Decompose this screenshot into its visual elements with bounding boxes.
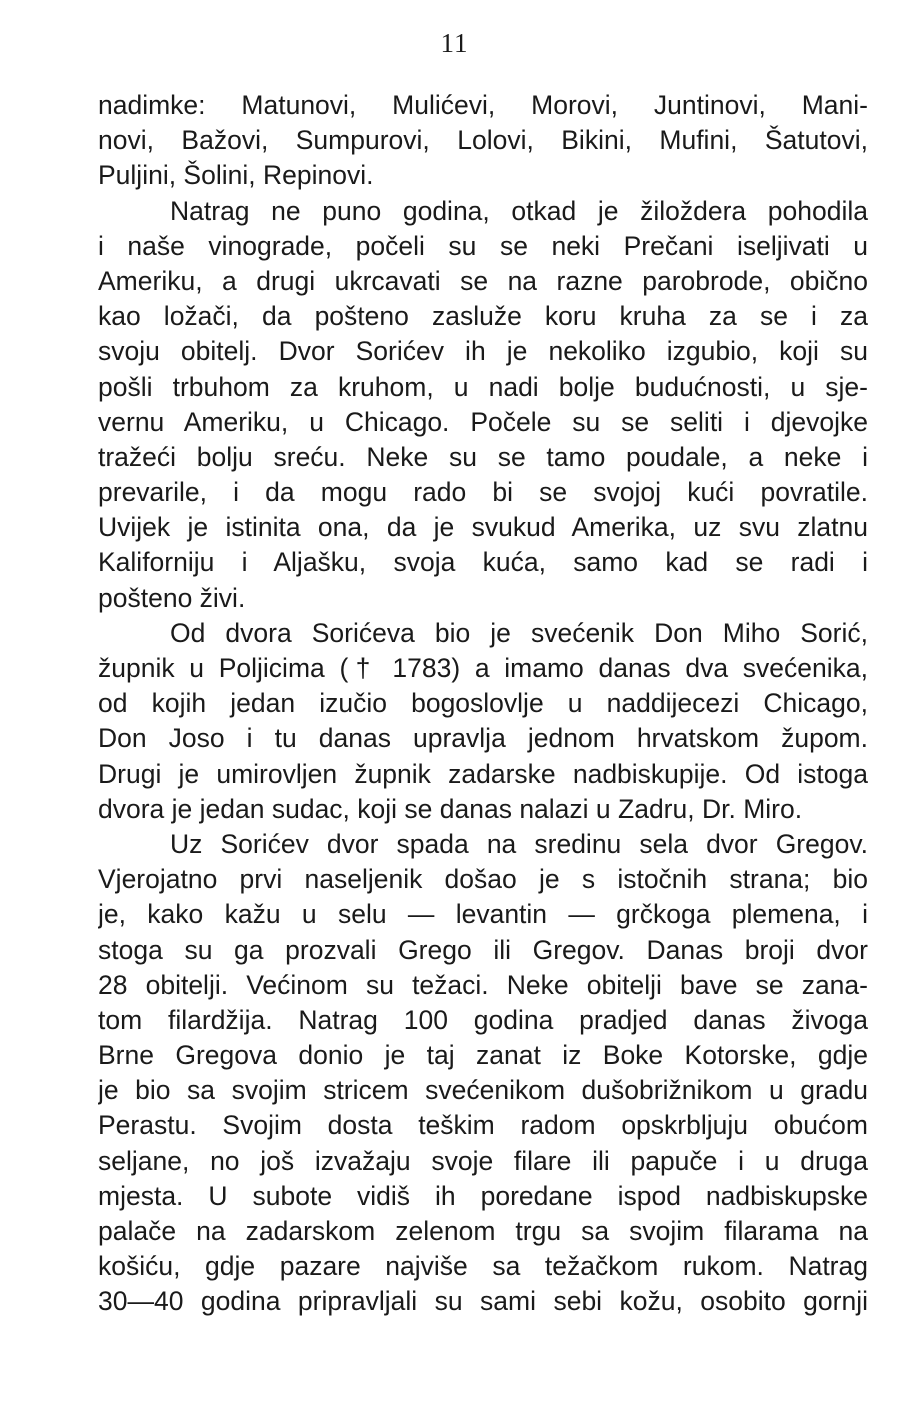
text-line: pošli trbuhom za kruhom, u nadi bolje budućnosti, u sje- xyxy=(98,371,868,402)
text-line: dvora je jedan sudac, koji se danas nalazi u Zadru, Dr. Miro. xyxy=(98,793,803,824)
text-line: tom filardžija. Natrag 100 godina pradjed danas živoga xyxy=(98,1004,868,1035)
page-number: 11 xyxy=(440,28,469,58)
text-line: Vjerojatno prvi naseljenik došao je s istočnih strana; bio xyxy=(98,864,868,895)
text-line: 28 obitelji. Većinom su težaci. Neke obitelji bave se zana- xyxy=(98,969,868,1000)
text-line: stoga su ga prozvali Grego ili Gregov. Danas broji dvor xyxy=(98,934,868,965)
text-line: i naše vinograde, počeli su se neki Prečani iseljivati u xyxy=(98,230,868,261)
text-line: Uvijek je istinita ona, da je svukud Amerika, uz svu zlatnu xyxy=(98,512,868,543)
text-line: župnik u Poljicima († 1783) a imamo danas dva svećenika, xyxy=(98,653,868,683)
text-line: Kaliforniju i Aljašku, svoja kuća, samo kad se radi i xyxy=(98,547,868,578)
text-line: svoju obitelj. Dvor Sorićev ih je nekoliko izgubio, koji su xyxy=(98,336,868,367)
text-line: palače na zadarskom zelenom trgu sa svojim filarama na xyxy=(98,1216,868,1246)
text-line: je bio sa svojim stricem svećenikom dušobrižnikom u gradu xyxy=(98,1075,868,1106)
text-line: od kojih jedan izučio bogoslovlje u naddijecezi Chicago, xyxy=(98,688,868,719)
text-line: mjesta. U subote vidiš ih poredane ispod nadbiskupske xyxy=(98,1180,868,1211)
text-line: kao ložači, da pošteno zasluže koru kruha za se i za xyxy=(98,301,868,332)
text-line: Natrag ne puno godina, otkad je žiloždera pohodila xyxy=(170,195,868,226)
text-line: Uz Sorićev dvor spada na sredinu sela dvor Gregov. xyxy=(170,828,868,859)
text-line: pošteno živi. xyxy=(98,582,246,613)
text-line: je, kako kažu u selu — levantin — grčkoga plemena, i xyxy=(98,899,868,930)
text-line: 30—40 godina pripravljali su sami sebi kožu, osobito gornji xyxy=(98,1286,868,1317)
text-line: tražeći bolju sreću. Neke su se tamo poudale, a neke i xyxy=(98,441,868,472)
body-text xyxy=(98,88,868,1320)
text-line: nadimke: Matunovi, Mulićevi, Morovi, Juntinovi, Mani- xyxy=(98,90,868,120)
text-line: prevarile, i da mogu rado bi se svojoj kući povratile. xyxy=(98,477,868,508)
text-line: novi, Bažovi, Sumpurovi, Lolovi, Bikini, Mufini, Šatutovi, xyxy=(98,125,868,156)
text-line: vernu Ameriku, u Chicago. Počele su se seliti i djevojke xyxy=(98,406,868,437)
text-line: Brne Gregova donio je taj zanat iz Boke Kotorske, gdje xyxy=(98,1040,868,1071)
text-line: Od dvora Sorićeva bio je svećenik Don Miho Sorić, xyxy=(170,617,868,648)
text-line: košiću, gdje pazare najviše sa težačkom rukom. Natrag xyxy=(98,1251,868,1282)
text-line: seljane, no još izvažaju svoje filare ili papuče i u druga xyxy=(98,1145,868,1176)
text-line: Ameriku, a drugi ukrcavati se na razne parobrode, obično xyxy=(98,265,868,296)
text-line: Perastu. Svojim dosta teškim radom opskrbljuju obućom xyxy=(98,1110,868,1141)
text-line: Drugi je umirovljen župnik zadarske nadbiskupije. Od istoga xyxy=(98,758,868,789)
text-line: Puljini, Šolini, Repinovi. xyxy=(98,160,374,191)
text-line: Don Joso i tu danas upravlja jednom hrvatskom župom. xyxy=(98,723,868,754)
